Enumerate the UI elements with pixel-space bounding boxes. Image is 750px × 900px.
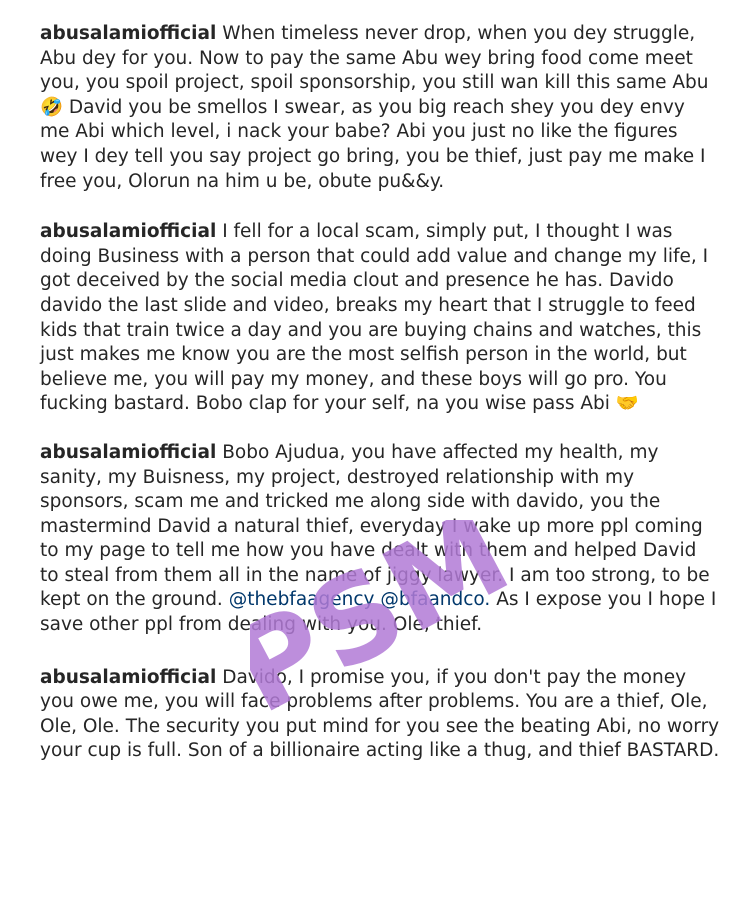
watermark-text: PSM xyxy=(250,520,510,720)
comment-text: Davido, I promise you, if you don't pay the money you owe me, you will face problems after problems. You are a thief, Ole, Ole, Ole. The security you put mind for you see the beating Abi, no worry your cup is full. Son of a billionaire acting like a thug, and thief BASTARD. xyxy=(40,666,720,762)
comment-text: When timeless never drop, when you dey struggle, Abu dey for you. Now to pay the same Abu wey bring food come meet you, you spoil project, spoil sponsorship, you still wan kill this same Abu xyxy=(40,23,709,94)
comment-4 xyxy=(40,666,720,764)
comment-username[interactable]: abusalamiofficial xyxy=(40,666,217,688)
comment-feed xyxy=(40,22,720,790)
comment-text: Bobo Ajudua, you have affected my health, my sanity, my Buisness, my project, destroyed relationship with my sponsors, scam me and tricked me along side with davido, you the mastermind David a natural thief, everyday I wake up more ppl coming to my page to tell me how you have dealt with them and helped David to steal from them all in the name of jiggy lawyer. I am too strong, to be kept on the ground. xyxy=(40,441,710,611)
comment-text: David you be smellos I swear, as you big reach shey you dey envy me Abi which level, i nack your babe? Abi you just no like the figures wey I dey tell you say project go bring, you be thief, just pay me make I free you, Olorun na him u be, obute pu&&y. xyxy=(40,96,706,192)
comment-username[interactable]: abusalamiofficial xyxy=(40,221,217,243)
handshake-emoji-icon: 🤝 xyxy=(615,393,639,415)
comment-3 xyxy=(40,441,720,638)
comment-1 xyxy=(40,22,720,194)
comment-username[interactable]: abusalamiofficial xyxy=(40,23,217,44)
rofl-emoji-icon: 🤣 xyxy=(40,96,64,118)
comment-text: As I expose you I hope I save other ppl from dealing with you. Ole, thief. xyxy=(40,589,717,636)
comment-username[interactable]: abusalamiofficial xyxy=(40,441,217,463)
comment-2 xyxy=(40,220,720,417)
mention-link-thebfaagency[interactable]: @thebfaagency xyxy=(228,589,375,611)
comment-text: I fell for a local scam, simply put, I thought I was doing Business with a person that could add value and change my life, I got deceived by the social media clout and presence he has. Davido davido the last slide and video, breaks my heart that I struggle to feed kids that train twice a day and you are buying chains and watches, this just makes me know you are the most selfish person in the world, but believe me, you will pay my money, and these boys will go pro. You fucking bastard. Bobo clap for your self, na you wise pass Abi xyxy=(40,221,709,415)
mention-link-bfaandco[interactable]: @bfaandco. xyxy=(380,589,491,611)
